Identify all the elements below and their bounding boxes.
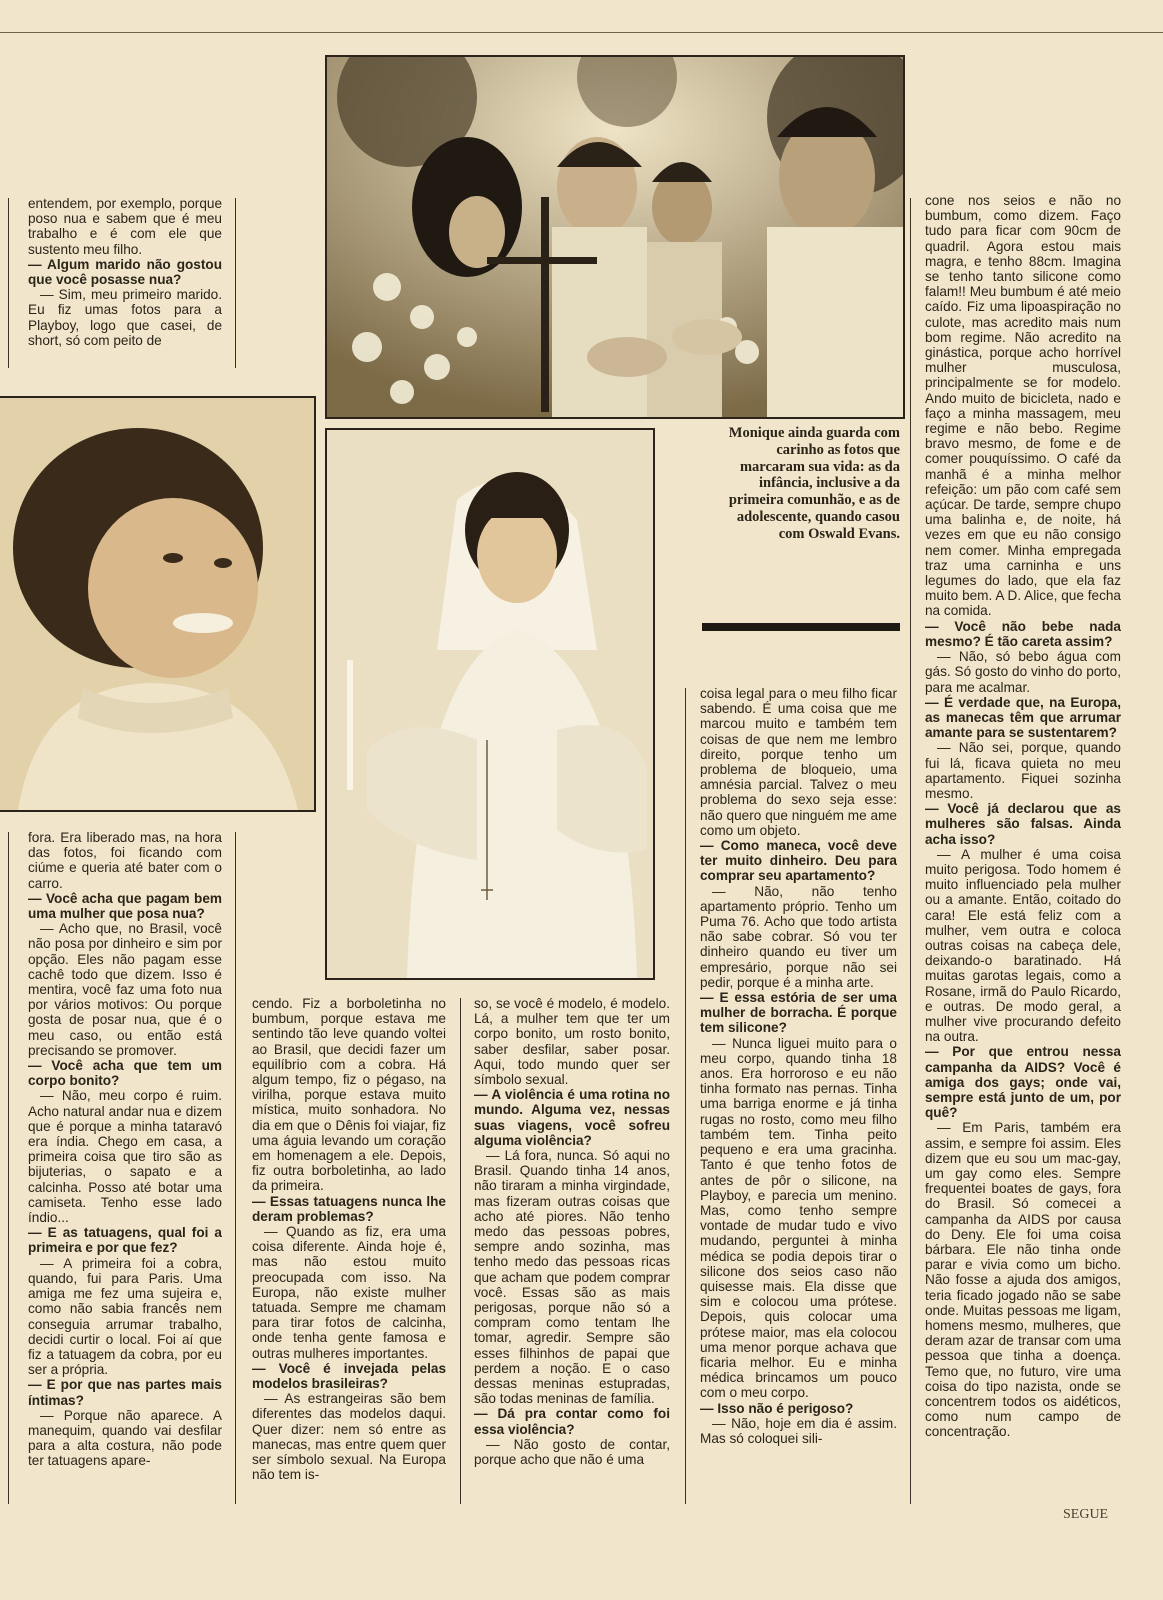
- column-rule: [235, 198, 236, 368]
- interview-answer: — Em Paris, também era assim, e sempre foi assim. Eles dizem que eu sou um mac-gay, um gay como eles. Sempre frequentei boates de gays, fora do Brasil. Só comecei a campanha da AIDS por causa do Deny. Ele foi uma coisa bárbara. Ele não tinha onde parar e vivia como um bicho. Não fosse a ajuda dos amigos, teria ficado jogado não se sabe onde. Muitas pessoas me ligam, homens mesmo, mulheres, que deram azar de transar com uma pessoa que tinha a doença. Temo que, no futuro, vire uma coisa do tipo nazista, onde se concentrem todos os aidéticos, como num campo de concentração.: [925, 1120, 1121, 1440]
- section-bar: [702, 623, 900, 631]
- interview-question: — É verdade que, na Europa, as manecas têm que arrumar amante para se sustentarem?: [925, 694, 1121, 741]
- column-4: [700, 686, 897, 1506]
- interview-answer: coisa legal para o meu filho ficar sabendo. É uma coisa que me marcou muito e também tem coisas de que nem me lembro direito, porque tenho um problema de bloqueio, uma amnésia parcial. Talvez o meu problema do sexo seja esse: não quero que ninguém me ame como um objeto.: [700, 686, 897, 838]
- interview-question: — E as tatuagens, qual foi a primeira e por que fez?: [28, 1225, 222, 1256]
- interview-answer: — Nunca liguei muito para o meu corpo, quando tinha 18 anos. Era horroroso e eu não tinha formato nas pernas. Tinha uma barriga enorme e já tinha rugas no rosto, como meu filho também tem. Tinha peito pequeno e era uma gracinha. Tanto é que tenho fotos de antes de pôr o silicone, na Playboy, e parecia um menino. Mas, como tenho sempre vontade de mudar tudo e vivo mudando, perguntei à minha médica se podia depois tirar o silicone dos seios caso não quisesse mais. Ela disse que sim e colocou uma prótese. Depois, quis colocar uma prótese maior, mas ela colocou uma menor porque achava que ficaria melhor. Eu e minha médica brincamos um pouco com o meu corpo.: [700, 1035, 897, 1401]
- column-3: [474, 996, 670, 1506]
- interview-question: — Dá pra contar como foi essa violência?: [474, 1406, 670, 1437]
- interview-answer: — Acho que, no Brasil, você não posa por dinheiro e sim por opção. Eles não pagam esse cachê todo que dizem. Isso é mentira, você faz uma foto nua por vários motivos: Ou porque gosta de posar nua, que é o meu caso, ou então está precisando se promover.: [28, 921, 222, 1058]
- interview-answer: — A primeira foi a cobra, quando, fui para Paris. Uma amiga me fez uma sujeira e, como não sabia francês nem conseguia arrumar trabalho, decidi curtir o local. Foi aí que fiz a tatuagem da cobra, por eu ser a própria.: [28, 1255, 222, 1378]
- interview-question: — Você não bebe nada mesmo? É tão careta assim?: [925, 618, 1121, 649]
- column-rule: [8, 198, 9, 368]
- interview-answer: — Não, hoje em dia é assim. Mas só coloquei sili-: [700, 1415, 897, 1446]
- wedding-photo: [325, 55, 905, 419]
- column-2: [252, 996, 446, 1506]
- continue-marker: SEGUE: [1063, 1507, 1109, 1522]
- interview-question: — Você acha que pagam bem uma mulher que posa nua?: [28, 890, 222, 922]
- interview-answer: — Quando as fiz, era uma coisa diferente. Ainda hoje é, mas não estou muito preocupada com isso. Na Europa, não existe mulher tatuada. Sempre me chamam para tirar fotos de calcinha, onde tenha gente famosa e outras mulheres importantes.: [252, 1224, 446, 1361]
- interview-question: — Algum marido não gostou que você posasse nua?: [28, 256, 222, 288]
- interview-answer: — Não gosto de contar, porque acho que não é uma: [474, 1436, 670, 1468]
- interview-answer: — Sim, meu primeiro marido. Eu fiz umas fotos para a Playboy, logo que casei, de short, só com peito de: [28, 287, 222, 348]
- interview-question: — Isso não é perigoso?: [700, 1400, 854, 1416]
- interview-question: — Por que entrou nessa campanha da AIDS? Você é amiga dos gays; onde vai, sempre está junto de um, por quê?: [925, 1044, 1121, 1121]
- interview-question: — E por que nas partes mais íntimas?: [28, 1377, 222, 1408]
- top-rule: [0, 32, 1163, 33]
- interview-question: — Você acha que tem um corpo bonito?: [28, 1058, 222, 1089]
- interview-question: — Essas tatuagens nunca lhe deram problemas?: [252, 1193, 446, 1224]
- interview-question: — Como maneca, você deve ter muito dinheiro. Deu para comprar seu apartamento?: [700, 838, 897, 884]
- column-5: [925, 193, 1121, 1505]
- interview-answer: — As estrangeiras são bem diferentes das modelos daqui. Quer dizer: nem só entre as manecas, mas entre quem quer ser símbolo sexual. Na Europa não tem is-: [252, 1391, 446, 1483]
- child-smiling-art: [0, 398, 314, 810]
- interview-answer: cendo. Fiz a borboletinha no bumbum, porque estava me sentindo tão leve quando voltei ao Brasil, que decidi fazer um equilíbrio com a cobra. Há algum tempo, fiz o pégaso, na virilha, porque estava muito mística, muito sonhadora. No dia em que o Dênis foi viajar, fiz uma águia levando um coração em homenagem a ele. Depois, fiz outra borboletinha, ao lado da primeira.: [252, 996, 446, 1194]
- interview-answer: — Lá fora, nunca. Só aqui no Brasil. Quando tinha 14 anos, não tiraram a minha virgindade, mas fizeram outras coisas que acho até piores. Não tenho medo das pessoas pobres, sempre ando sozinha, mas tenho medo das pessoas ricas que acham que podem comprar você. Essas são as mais perigosas, porque não só a compram como tentam lhe tomar, agredir. Sempre são esses filhinhos de papai que perdem a noção. E o caso dessas meninas estupradas, são todas meninas de família.: [474, 1148, 670, 1407]
- photo-caption: Monique ainda guarda com carinho as fotos que marcaram sua vida: as da infância, inclusive a da primeira comunhão, e as de adolescente, quando casou com Oswald Evans.: [728, 425, 900, 542]
- interview-question: — Você já declarou que as mulheres são falsas. Ainda acha isso?: [925, 801, 1121, 847]
- interview-answer: — Não sei, porque, quando fui lá, ficava quieta no meu apartamento. Fiquei sozinha mesmo.: [925, 740, 1121, 801]
- wedding-photo-art: [327, 57, 903, 417]
- column-rule: [685, 688, 686, 1504]
- interview-question: — E essa estória de ser uma mulher de borracha. É porque tem silicone?: [700, 990, 897, 1036]
- column-1-bottom: [28, 830, 222, 1506]
- interview-answer: — Não, só bebo água com gás. Só gosto do vinho do porto, para me acalmar.: [925, 649, 1121, 695]
- column-rule: [910, 198, 911, 1504]
- interview-answer: — Porque não aparece. A manequim, quando vai desfilar para a alta costura, não pode ter tatuagens apare-: [28, 1407, 222, 1469]
- column-1-top: [28, 196, 222, 370]
- child-smiling-photo: [0, 396, 316, 812]
- column-rule: [8, 832, 9, 1504]
- column-rule: [235, 832, 236, 1504]
- first-communion-photo: [325, 428, 655, 980]
- interview-answer: — A mulher é uma coisa muito perigosa. Todo homem é muito influenciado pela mulher ou a amante. Então, coitado do cara! Ele está feliz com a mulher, vem outra e coloca outras coisas na cabeça dele, deixando-o baratinado. Há muitas garotas legais, como a Rosane, irmã do Paulo Ricardo, e outras. De modo geral, a mulher vive procurando defeito na outra.: [925, 846, 1121, 1045]
- interview-answer: fora. Era liberado mas, na hora das fotos, foi ficando com ciúme e queria até bater com o carro.: [28, 830, 222, 891]
- first-communion-art: [327, 430, 653, 978]
- interview-answer: — Não, não tenho apartamento próprio. Tenho um Puma 76. Acho que todo artista não sabe cobrar. Só vou ter dinheiro quando eu tiver um empresário, porque não sei pedir, porque é a minha arte.: [700, 883, 897, 990]
- interview-answer: cone nos seios e não no bumbum, como dizem. Faço tudo para ficar com 90cm de quadril. Agora estou mais magra, e tenho 88cm. Imagina se tenho tanto silicone como falam!! Meu bumbum é até meio caído. Fiz uma lipoaspiração no culote, mas acredito mais num bom regime. Não acredito na ginástica, porque acho horrível mulher musculosa, principalmente se for modelo. Ando muito de bicicleta, nado e faço a minha massagem, meu regime e não bebo. Regime bravo mesmo, de fome e de comer pouquíssimo. O café da manhã é a minha melhor refeição: um pão com café sem açúcar. De tarde, sempre chupo uma balinha e, de noite, há vezes em que eu não consigo nem comer. Minha empregada traz uma carninha e uns legumes do lado, que ela faz muito bem. A D. Alice, que fecha na comida.: [925, 193, 1121, 619]
- column-rule: [460, 998, 461, 1504]
- interview-answer: so, se você é modelo, é modelo. Lá, a mulher tem que ter um corpo bonito, um rosto bonito, saber desfilar, saber posar. Aqui, todo mundo quer ser símbolo sexual.: [474, 996, 670, 1088]
- interview-question: — A violência é uma rotina no mundo. Alguma vez, nessas suas viagens, você sofreu alguma violência?: [474, 1087, 670, 1148]
- interview-question: — Você é invejada pelas modelos brasileiras?: [252, 1360, 446, 1392]
- interview-answer: entendem, por exemplo, porque poso nua e sabem que é meu trabalho e é com ele que sustento meu filho.: [28, 196, 222, 257]
- interview-answer: — Não, meu corpo é ruim. Acho natural andar nua e dizem que é porque a minha tataravó era índia. Chego em casa, a primeira coisa que tiro são as bijuterias, o sapato e a calcinha. Posso até botar uma camiseta. Tenho esse lado índio...: [28, 1088, 222, 1226]
